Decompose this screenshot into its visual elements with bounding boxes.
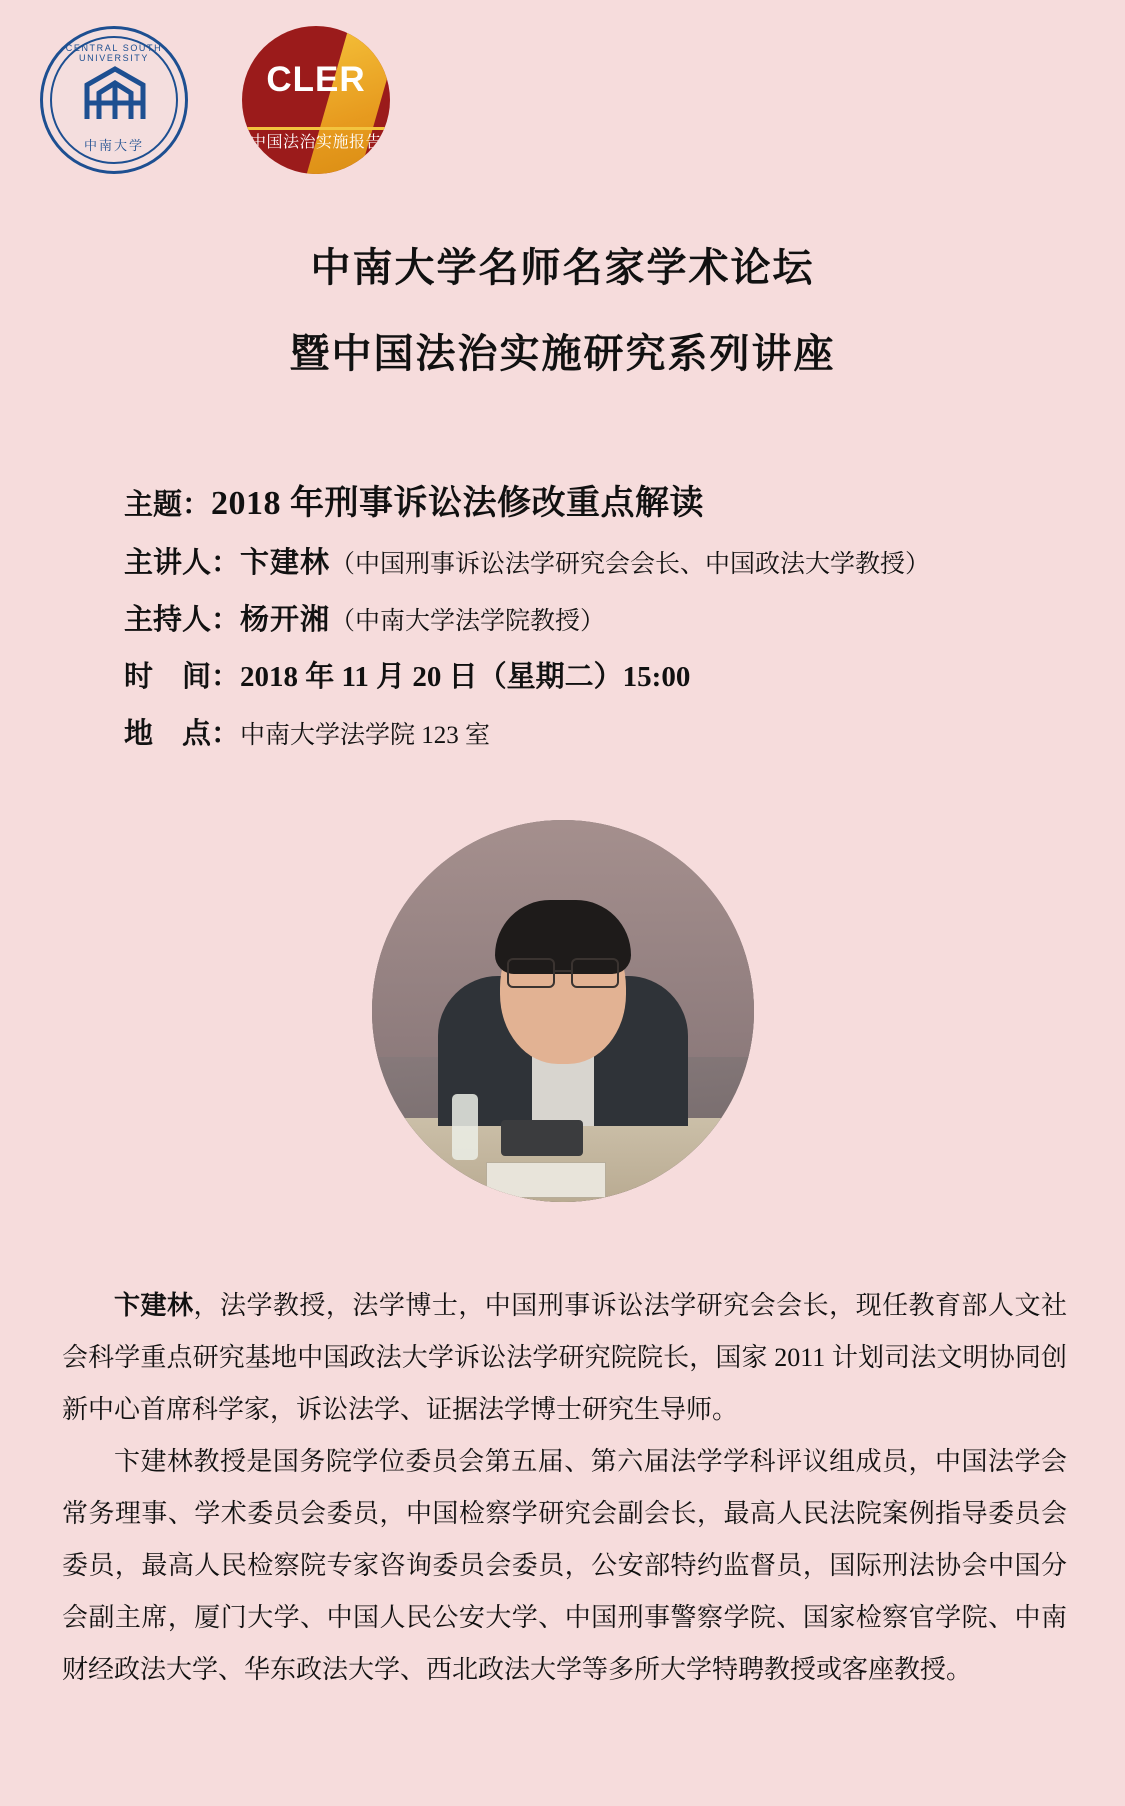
topic-label: 主题： [124,489,212,521]
biography-paragraph-1 [62,1280,1067,1436]
info-row-topic [124,487,1045,521]
info-row-host [124,606,1045,635]
event-info-block [124,487,1045,777]
glasses-lens-left [507,958,555,988]
time-value: 2018 年 11 月 20 日（星期二）15:00 [240,661,691,693]
host-name: 杨开湘 [240,604,331,636]
csu-logo-english-text: CENTRAL SOUTH UNIVERSITY [65,43,163,63]
place-value: 中南大学法学院 123 室 [240,722,491,749]
title-line-1: 中南大学名师名家学术论坛 [310,245,815,290]
portrait-microphone [501,1120,583,1156]
csu-emblem-icon [75,63,155,129]
host-label: 主持人： [124,604,241,636]
cler-subtitle-text: 中国法治实施报告 [249,134,382,151]
biography-paragraph-1-text: ，法学教授，法学博士，中国刑事诉讼法学研究会会长，现任教育部人文社会科学重点研究基地中国政法大学诉讼法学研究院院长，国家 2011 计划司法文明协同创新中心首席科学家，诉讼法学、证据法学博士研究生导师。 [62,1291,1067,1424]
time-label: 时 间： [124,661,241,693]
logo-row [40,26,390,174]
host-affiliation: （中南大学法学院教授） [330,608,606,635]
cler-acronym-text: CLER [266,60,366,99]
title-line-2: 暨中国法治实施研究系列讲座 [289,331,836,376]
info-row-time [124,663,1045,692]
page-title [0,245,1125,376]
central-south-university-logo-icon [40,26,188,174]
info-row-speaker [124,549,1045,578]
glasses-lens-right [571,958,619,988]
speaker-affiliation: （中国刑事诉讼法学研究会会长、中国政法大学教授） [330,551,931,578]
portrait-nameplate [486,1162,606,1198]
biography-name: 卞建林 [114,1291,194,1320]
biography-section [62,1280,1067,1696]
info-row-place [124,720,1045,749]
portrait-glasses-icon [507,958,619,984]
portrait-water-bottle [452,1094,478,1160]
speaker-name: 卞建林 [240,547,331,579]
speaker-label: 主讲人： [124,547,241,579]
biography-paragraph-2: 卞建林教授是国务院学位委员会第五届、第六届法学学科评议组成员，中国法学会常务理事、学术委员会委员，中国检察学研究会副会长，最高人民法院案例指导委员会委员，最高人民检察院专家咨询委员会委员，公安部特约监督员，国际刑法协会中国分会副主席，厦门大学、中国人民公安大学、中国刑事警察学院、国家检察官学院、中南财经政法大学、华东政法大学、西北政法大学等多所大学特聘教授或客座教授。 [62,1447,1067,1684]
csu-logo-chinese-text: 中南大学 [83,138,144,153]
place-label: 地 点： [124,718,241,750]
topic-value: 2018 年刑事诉讼法修改重点解读 [211,485,705,522]
glasses-bridge [553,970,573,972]
cler-logo-icon [242,26,390,174]
portrait-container [0,820,1125,1202]
speaker-portrait-photo [372,820,754,1202]
